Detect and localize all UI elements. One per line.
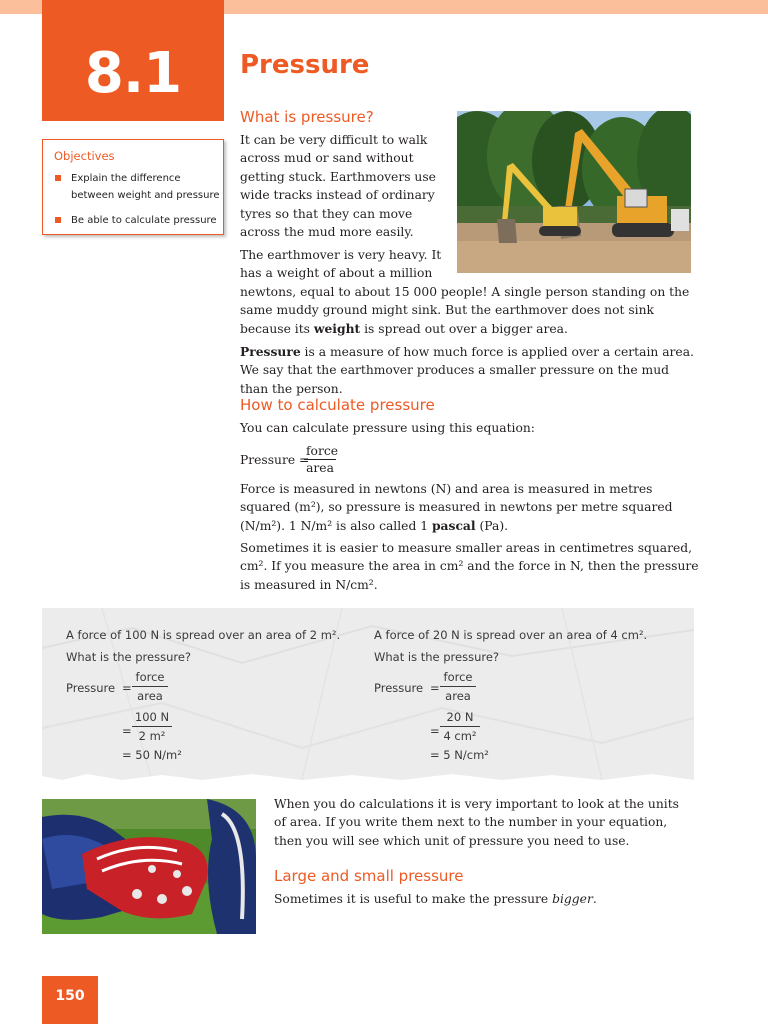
equation-numerator: force [306,444,338,458]
example-2-result: = 5 N/cm² [430,748,489,762]
example-1-fraction-formula: force area [132,668,168,705]
paragraph-units-note: When you do calculations it is very important to look at the units of area. If you write them next to the number in your equation, then you will see which unit of pressure you need to use. [274,797,679,848]
excavator-photo [457,111,691,273]
paragraph-large-small: Sometimes it is useful to make the pressure bigger. [274,892,597,906]
example-1-question-line2: What is the pressure? [66,650,192,664]
paragraph-earthmover-rest: newtons, equal to about 15 000 people! A single person standing on the same muddy ground might sink. But the earthmover does not sink because its weight is spread out over a bigger area. [240,285,690,336]
example-2-lhs: Pressure [374,681,424,695]
objective-item [54,212,224,229]
example-1-question-line1: A force of 100 N is spread over an area of 2 m². [66,628,341,642]
bullet-square-icon [55,175,61,181]
example-1-lhs: Pressure [66,681,116,695]
example-2-equals: = [430,724,440,738]
paragraph-mud: It can be very difficult to walk across mud or sand without getting stuck. Earthmovers use wide tracks instead of ordinary tyres so that they can move across the mud more easily. [240,133,436,240]
example-2-fraction-formula: force area [440,668,476,705]
heading-large-small-pressure: Large and small pressure [274,867,464,885]
objective-item [54,170,224,204]
page-title: Pressure [240,50,370,80]
paragraph-units: Force is measured in newtons (N) and area is measured in metres squared (m²), so pressure is measured in newtons per metre squared (N/m²). 1 N/m² is also called 1 pascal (Pa). [240,482,673,533]
example-1-fraction-values: $\frac{100 N}{\text{2 m²}}$ [132,708,172,745]
example-1-equals: = [122,724,132,738]
page-number-box [42,976,98,1024]
section-number-box [42,0,224,121]
heading-what-is-pressure: What is pressure? [240,108,374,126]
example-1-result: = 50 N/m² [122,748,182,762]
heading-how-to-calculate: How to calculate pressure [240,396,435,414]
section-number: 8.1 [84,41,182,106]
equation-fraction [304,443,336,477]
objective-text: Be able to calculate pressure [71,215,217,226]
worked-examples-panel [42,608,694,780]
equation-lhs: Pressure = [240,453,310,467]
paragraph-earthmover-start: The earthmover is very heavy. It has a weight of about a million [240,248,442,281]
equation-denominator: area [306,461,334,475]
objectives-title: Objectives [54,149,115,163]
example-2-equals: = [430,681,440,695]
paragraph-pressure-definition: Pressure is a measure of how much force is applied over a certain area. We say that the earthmover produces a smaller pressure on the mud than the person. [240,344,694,396]
page-number: 150 [55,988,85,1004]
paragraph-cm-squared: Sometimes it is easier to measure smaller areas in centimetres squared, cm². If you measure the area in cm² and the force in N, then the pressure is measured in N/cm². [240,541,699,592]
example-2-fraction-values: $\frac{20 N}{\text{4 cm²}}$ [440,708,480,745]
objective-text: Explain the difference between weight and pressure [71,173,220,201]
example-2-question-line1: A force of 20 N is spread over an area of 4 cm². [374,628,648,642]
example-2-question-line2: What is the pressure? [374,650,500,664]
objectives-box [42,139,224,235]
equation-intro: You can calculate pressure using this equation: [240,421,535,435]
bullet-square-icon [55,217,61,223]
example-1-equals: = [122,681,132,695]
football-boots-photo [42,799,256,934]
